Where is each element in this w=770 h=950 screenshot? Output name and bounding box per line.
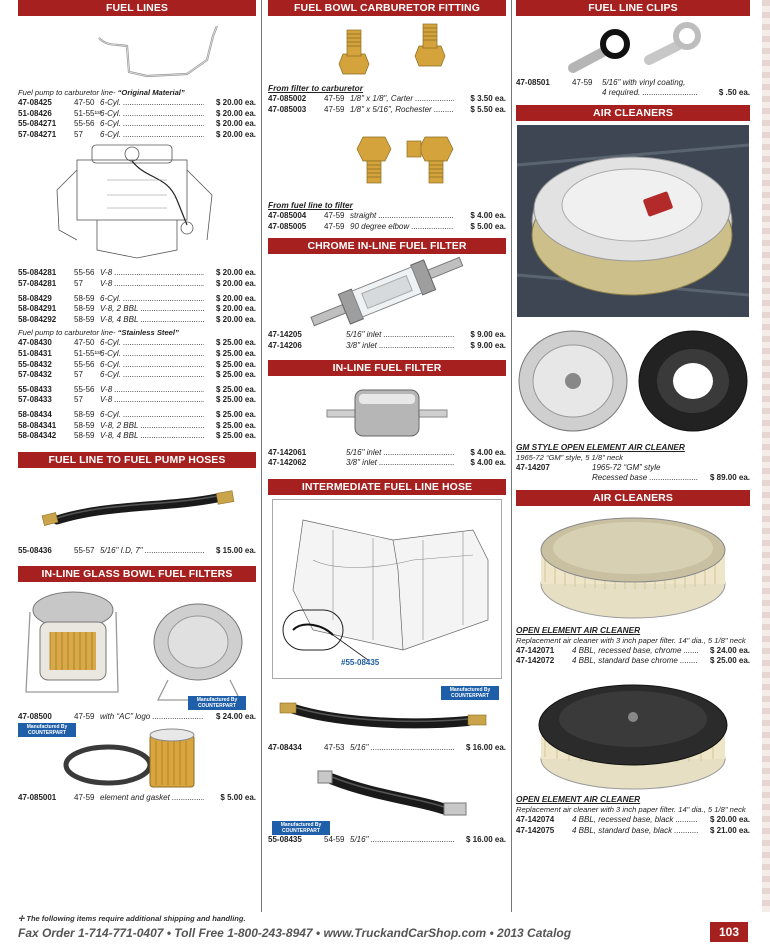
part-years: 51-55¹ˢᵗ <box>74 348 102 358</box>
part-price: $ 25.00 ea. <box>709 656 750 666</box>
part-number: 58-084291 <box>18 304 57 314</box>
part-years: 51-55¹ˢᵗ <box>74 108 102 118</box>
part-number: 47-142074 <box>516 814 555 824</box>
parts-row <box>18 431 256 442</box>
part-years: 57 <box>74 278 83 288</box>
parts-list <box>18 712 256 723</box>
part-number: 47-08434 <box>268 742 302 752</box>
part-price: $ 20.00 ea. <box>215 119 256 129</box>
parts-row <box>18 279 256 290</box>
parts-row <box>516 646 750 657</box>
part-number: 47-142072 <box>516 656 555 666</box>
parts-list <box>18 546 256 557</box>
parts-list <box>268 448 506 469</box>
part-years: 55-56 <box>74 119 95 129</box>
part-price: $ 4.00 ea. <box>470 447 506 457</box>
contact-line: Fax Order 1-714-771-0407 • Toll Free 1-800-243-8947 • www.TruckandCarShop.com • 2013 Catalog <box>18 926 572 940</box>
part-number: 47-14206 <box>268 340 302 350</box>
parts-row <box>18 268 256 279</box>
part-years: 47-50 <box>74 338 95 348</box>
part-years: 54-59 <box>324 835 345 845</box>
part-description: 6-Cyl. ..... <box>100 130 204 141</box>
parts-list <box>18 410 256 442</box>
part-price: $ 5.50 ea. <box>470 104 506 114</box>
part-number: 47-142061 <box>268 447 307 457</box>
parts-list <box>18 294 256 326</box>
part-number: 57-08433 <box>18 395 52 405</box>
catalog-footer <box>0 912 770 950</box>
parts-row <box>18 410 256 421</box>
part-description: 4 BBL, standard base, black ..... <box>572 826 698 837</box>
part-price: $ 25.00 ea. <box>215 431 256 441</box>
parts-row <box>18 304 256 315</box>
part-number: 58-08429 <box>18 293 52 303</box>
part-price: $ 3.50 ea. <box>470 94 506 103</box>
part-price: $ 25.00 ea. <box>215 370 256 380</box>
part-price: $ 25.00 ea. <box>215 384 256 394</box>
braided-hose-image <box>272 761 502 835</box>
parts-list <box>516 646 750 667</box>
brass-elbow-image <box>307 119 467 199</box>
part-description: 6-Cyl. ..... <box>100 119 204 130</box>
chrome-air-cleaner-image <box>533 510 733 622</box>
part-years: 47-59 <box>324 221 345 231</box>
gm-air-cleaner-heading: GM STYLE OPEN ELEMENT AIR CLEANER <box>516 441 685 452</box>
page-edge-decoration <box>762 0 770 912</box>
part-description: 5/16" inlet ..... <box>346 330 454 341</box>
fuel-line-image <box>47 16 227 88</box>
column-divider <box>511 0 512 912</box>
parts-row <box>268 222 506 233</box>
counterpart-badge: Manufactured By COUNTERPART <box>18 723 76 737</box>
part-years: 55-57 <box>74 545 95 555</box>
parts-list <box>268 743 506 754</box>
part-price: $ 20.00 ea. <box>709 814 750 824</box>
part-description: 6-Cyl. ..... <box>100 370 204 381</box>
hose-location-diagram <box>272 499 502 699</box>
gm-air-cleaner-desc: 1965-72 “GM” style, 5 1/8" neck <box>516 452 623 462</box>
column-middle <box>268 0 506 846</box>
part-number: 55-084271 <box>18 119 57 129</box>
parts-row-clips-2: 4 required. ..... $ .50 ea. <box>516 88 750 99</box>
part-description: 3/8" inlet ..... <box>346 341 454 352</box>
part-description: 90 degree elbow ..... <box>350 222 454 233</box>
section-banner-air-cleaners: AIR CLEANERS <box>516 105 750 121</box>
part-description: 4 BBL, standard base chrome ..... <box>572 656 698 667</box>
part-description: 6-Cyl. ..... <box>100 338 204 349</box>
part-description: 5/16" inlet ..... <box>346 448 454 459</box>
part-years: 58-59 <box>74 431 95 441</box>
parts-row <box>268 94 506 105</box>
diagram-part-label: #55-08435 <box>341 657 380 667</box>
parts-row <box>516 815 750 826</box>
part-number: 55-08435 <box>268 835 302 845</box>
part-price: $ 20.00 ea. <box>215 98 256 107</box>
part-years: 55-56 <box>74 384 95 394</box>
part-number: 58-08434 <box>18 409 52 419</box>
part-price: $ 20.00 ea. <box>215 304 256 314</box>
part-price: $ 25.00 ea. <box>215 409 256 419</box>
part-description: 3/8" inlet ..... <box>346 458 454 469</box>
part-price: $ 24.00 ea. <box>215 712 256 722</box>
part-years: 47-59 <box>324 211 345 221</box>
parts-row <box>18 338 256 349</box>
part-price: $ 20.00 ea. <box>215 314 256 324</box>
part-number: 55-084281 <box>18 268 57 278</box>
fitting-subheading-fuel-line: From fuel line to filter <box>268 200 353 211</box>
parts-row <box>18 294 256 305</box>
part-number: 47-085001 <box>18 792 57 802</box>
parts-row <box>268 105 506 116</box>
fuel-line-clips-image <box>553 16 713 78</box>
section-banner-fitting: FUEL BOWL CARBURETOR FITTING <box>268 0 506 16</box>
parts-list <box>18 793 256 804</box>
open-air-cleaner-desc-2: Replacement air cleaner with 3 inch paper filter. 14" dia., 5 1/8" neck <box>516 804 746 814</box>
parts-row <box>268 448 506 459</box>
part-description: 6-Cyl. ..... <box>100 349 204 360</box>
parts-row <box>18 130 256 141</box>
parts-row <box>516 826 750 837</box>
part-description: V-8, 4 BBL ..... <box>100 431 204 442</box>
engine-diagram-image <box>37 140 237 268</box>
parts-row <box>18 395 256 406</box>
counterpart-badge: Manufactured By COUNTERPART <box>272 821 330 835</box>
parts-row <box>268 458 506 469</box>
parts-row <box>18 712 256 723</box>
part-price: $ 16.00 ea. <box>465 742 506 752</box>
parts-list <box>18 98 256 140</box>
parts-row-gm-air-cleaner: 47-14207 1965-72 “GM” style <box>516 462 661 472</box>
parts-row <box>268 743 506 754</box>
part-price: $ 15.00 ea. <box>215 545 256 555</box>
part-number: 47-14205 <box>268 330 302 340</box>
engine-air-cleaner-photo <box>517 125 749 317</box>
gm-air-cleaner-image <box>517 323 749 435</box>
part-number: 47-142075 <box>516 825 555 835</box>
intermediate-hose-image <box>272 687 502 743</box>
parts-row <box>268 211 506 222</box>
parts-row <box>516 656 750 667</box>
part-years: 47-59 <box>74 792 95 802</box>
part-years: 58-59 <box>74 420 95 430</box>
parts-list <box>18 385 256 406</box>
part-years: 58-59 <box>74 293 95 303</box>
filter-element-gasket-image <box>18 723 256 793</box>
part-years: 58-59 <box>74 304 95 314</box>
parts-row <box>268 835 506 846</box>
part-price: $ 9.00 ea. <box>470 330 506 340</box>
section-banner-hoses: FUEL LINE TO FUEL PUMP HOSES <box>18 452 256 468</box>
part-years: 58-59 <box>74 409 95 419</box>
part-price: $ 20.00 ea. <box>215 129 256 139</box>
section-banner-chrome-filter: CHROME IN-LINE FUEL FILTER <box>268 238 506 254</box>
counterpart-badge: Manufactured By COUNTERPART <box>188 696 246 710</box>
parts-row <box>18 360 256 371</box>
open-air-cleaner-desc: Replacement air cleaner with 3 inch paper filter. 14" dia., 5 1/8" neck <box>516 635 746 645</box>
part-price: $ 9.00 ea. <box>470 340 506 350</box>
part-years: 57 <box>74 129 83 139</box>
part-description: 4 BBL, recessed base, black ..... <box>572 815 698 826</box>
part-description: 5/16" ..... <box>350 835 454 846</box>
part-number: 57-08432 <box>18 370 52 380</box>
part-years: 57 <box>74 395 83 405</box>
section-banner-intermediate-hose: INTERMEDIATE FUEL LINE HOSE <box>268 479 506 495</box>
part-years: 47-53 <box>324 742 345 752</box>
part-price: $ 25.00 ea. <box>215 348 256 358</box>
part-price: $ 4.00 ea. <box>470 211 506 221</box>
parts-list <box>18 268 256 289</box>
parts-row <box>18 370 256 381</box>
shipping-note: ✢ The following items require additional shipping and handling. <box>18 914 246 923</box>
part-number: 51-08431 <box>18 348 52 358</box>
part-description: V-8 ..... <box>100 395 204 406</box>
part-price: $ 20.00 ea. <box>215 268 256 278</box>
part-price: $ 5.00 ea. <box>470 221 506 231</box>
parts-row <box>18 109 256 120</box>
section-banner-inline-filter: IN-LINE FUEL FILTER <box>268 360 506 376</box>
part-number: 47-085004 <box>268 211 307 221</box>
section-banner-air-cleaners-2: AIR CLEANERS <box>516 490 750 506</box>
fuel-pump-hose-image <box>27 468 247 546</box>
section-banner-fuel-lines: FUEL LINES <box>18 0 256 16</box>
part-description: 6-Cyl. ..... <box>100 360 204 371</box>
fuel-lines-subtitle-stainless: Fuel pump to carburetor line- “Stainless Steel” <box>18 328 179 338</box>
parts-row <box>18 349 256 360</box>
part-number: 51-08426 <box>18 108 52 118</box>
parts-row <box>18 421 256 432</box>
part-price: $ 20.00 ea. <box>215 278 256 288</box>
part-price: $ 16.00 ea. <box>465 835 506 845</box>
part-description: 6-Cyl. ..... <box>100 294 204 305</box>
part-number: 58-084292 <box>18 314 57 324</box>
part-years: 47-59 <box>74 712 95 722</box>
part-years: 47-59 <box>324 94 345 103</box>
chrome-filter-image <box>287 254 487 330</box>
parts-row-clips: 47-08501 47-59 5/16" with vinyl coating, <box>516 78 686 87</box>
fitting-subheading-filter: From filter to carburetor <box>268 83 363 93</box>
part-description: 1/8" x 5/16", Rochester ..... <box>350 105 454 116</box>
part-number: 57-084281 <box>18 278 57 288</box>
part-number: 47-142062 <box>268 458 307 468</box>
part-number: 47-085003 <box>268 104 307 114</box>
part-description: 5/16" ..... <box>350 743 454 754</box>
part-years: 47-50 <box>74 98 95 107</box>
part-number: 58-084341 <box>18 420 57 430</box>
part-years: 57 <box>74 370 83 380</box>
parts-row <box>18 119 256 130</box>
part-description: 5/16" I.D, 7" ..... <box>100 546 204 557</box>
part-number: 55-08433 <box>18 384 52 394</box>
section-banner-clips: FUEL LINE CLIPS <box>516 0 750 16</box>
part-number: 47-142071 <box>516 645 555 655</box>
part-number: 55-08432 <box>18 359 52 369</box>
parts-row-gm-air-cleaner-2: Recessed base ..... $ 89.00 ea. <box>516 473 750 484</box>
parts-row <box>18 385 256 396</box>
part-price: $ 4.00 ea. <box>470 458 506 468</box>
column-divider <box>261 0 262 912</box>
part-price: $ 25.00 ea. <box>215 359 256 369</box>
part-number: 47-08500 <box>18 712 52 722</box>
fuel-lines-subtitle-original: Fuel pump to carburetor line- “Original Material” <box>18 88 185 97</box>
section-banner-glass-bowl: IN-LINE GLASS BOWL FUEL FILTERS <box>18 566 256 582</box>
parts-row <box>268 341 506 352</box>
parts-row <box>18 98 256 109</box>
parts-list <box>268 211 506 232</box>
column-left <box>18 0 256 803</box>
inline-filter-image <box>307 376 467 448</box>
part-description: V-8 ..... <box>100 279 204 290</box>
part-price: $ 25.00 ea. <box>215 338 256 348</box>
part-number: 47-08430 <box>18 338 52 348</box>
part-years: 55-56 <box>74 359 95 369</box>
part-description: 6-Cyl. ..... <box>100 98 204 109</box>
black-air-cleaner-image <box>533 673 733 793</box>
part-number: 47-085002 <box>268 94 307 103</box>
part-price: $ 25.00 ea. <box>215 420 256 430</box>
part-description: 6-Cyl. ..... <box>100 410 204 421</box>
part-years: 47-59 <box>324 104 345 114</box>
part-description: V-8 ..... <box>100 385 204 396</box>
parts-row <box>268 330 506 341</box>
parts-list <box>516 815 750 836</box>
parts-row <box>18 793 256 804</box>
part-description: 1/8" x 1/8", Carter ..... <box>350 94 454 105</box>
part-description: V-8 ..... <box>100 268 204 279</box>
parts-row <box>18 315 256 326</box>
part-price: $ 24.00 ea. <box>709 645 750 655</box>
part-description: V-8, 2 BBL ..... <box>100 421 204 432</box>
parts-list <box>268 94 506 115</box>
part-description: 4 BBL, recessed base, chrome ..... <box>572 646 698 657</box>
part-years: 58-59 <box>74 314 95 324</box>
parts-list <box>268 330 506 351</box>
open-air-cleaner-heading-2: OPEN ELEMENT AIR CLEANER <box>516 793 641 804</box>
part-number: 47-085005 <box>268 221 307 231</box>
glass-bowl-filter-image <box>18 582 256 712</box>
open-air-cleaner-heading: OPEN ELEMENT AIR CLEANER <box>516 624 641 635</box>
part-price: $ 25.00 ea. <box>215 395 256 405</box>
part-price: $ 20.00 ea. <box>215 108 256 118</box>
part-number: 55-08436 <box>18 545 52 555</box>
page-number: 103 <box>710 922 748 942</box>
column-right <box>516 0 750 836</box>
part-description: with “AC” logo ..... <box>100 712 204 723</box>
part-description: 6-Cyl. ..... <box>100 109 204 120</box>
parts-list <box>18 338 256 380</box>
brass-fitting-image <box>307 16 467 82</box>
part-price: $ 20.00 ea. <box>215 293 256 303</box>
counterpart-badge: Manufactured By COUNTERPART <box>441 686 499 700</box>
part-description: straight ..... <box>350 211 454 222</box>
part-description: element and gasket ..... <box>100 793 204 804</box>
parts-list <box>268 835 506 846</box>
part-years: 55-56 <box>74 268 95 278</box>
part-number: 58-084342 <box>18 431 57 441</box>
part-number: 47-08425 <box>18 98 52 107</box>
part-description: V-8, 4 BBL ..... <box>100 315 204 326</box>
parts-row <box>18 546 256 557</box>
part-price: $ 5.00 ea. <box>220 792 256 802</box>
part-number: 57-084271 <box>18 129 57 139</box>
part-description: V-8, 2 BBL ..... <box>100 304 204 315</box>
part-price: $ 21.00 ea. <box>709 825 750 835</box>
